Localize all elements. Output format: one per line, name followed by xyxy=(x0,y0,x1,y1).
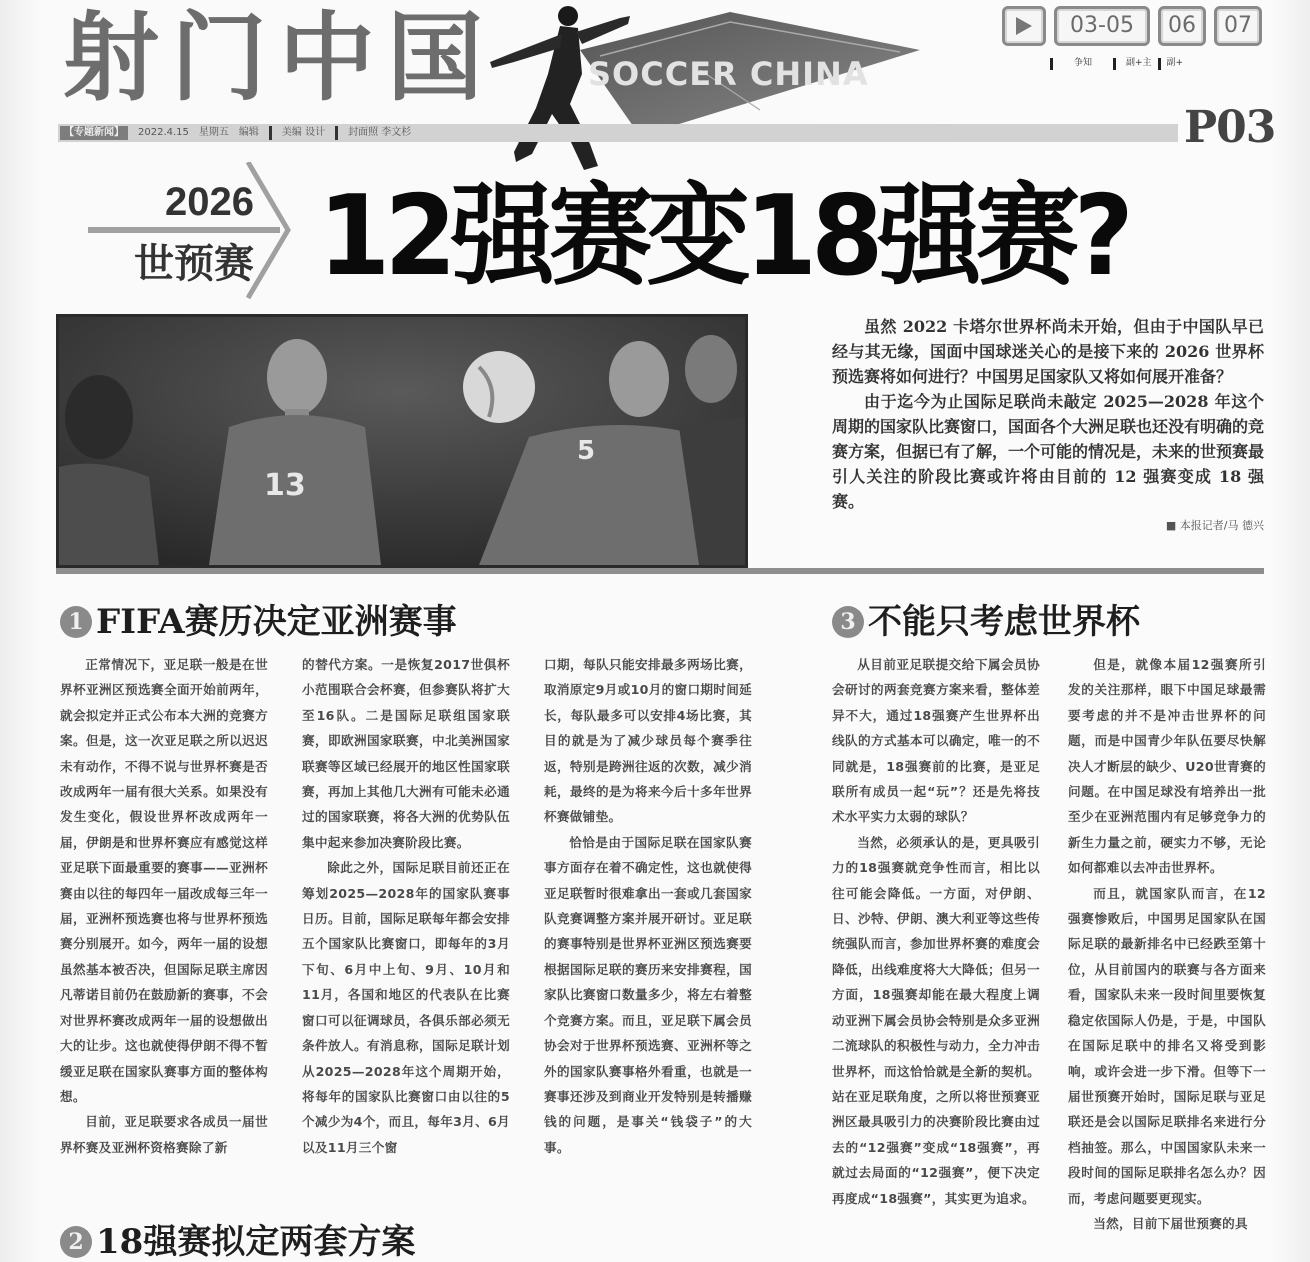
paragraph: 而且，就国家队而言，在12强赛惨败后，中国男足国家队在国际足联的最新排名中已经跌至第十位，从目前国内的联赛与各方面来看，国家队未来一段时间里要恢复稳定依国际人仍是，于是，中国队在国际足联中的排名又将受到影响，或许会进一步下滑。但等下一届世预赛开始时，国际足联与亚足联还是会以国际足联排名来进行分档抽签。那么，中国国家队未来一段时间的国际足联排名怎么办？因而，考虑问题要更现实。 xyxy=(1068,885,1266,1206)
paragraph: 的替代方案。一是恢复2017世俱杯小范围联合会杯赛，但参赛队将扩大至16队。二是国际足联组国家联赛，即欧洲国家联赛，中北美洲国家联赛等区域已经展开的地区性国家联赛，再加上其他几大洲有可能未必通过的国家联赛，将各大洲的优势队伍集中起来参加决赛阶段比赛。 xyxy=(302,657,510,850)
divider xyxy=(335,126,338,140)
paragraph: 但是，就像本届12强赛所引发的关注那样，眼下中国足球最需要考虑的并不是冲击世界杯的问题，而是中国青少年队伍要尽快解决人才断层的缺少、U20世青赛的问题。在中国足球没有培养出一批至少在亚洲范围内有足够竞争力的新生力量之前，硬实力不够，无论如何都难以去冲击世界杯。 xyxy=(1068,657,1266,876)
section-heading-2 xyxy=(60,1222,415,1262)
photo-credit-label: 封面照 李文杉 xyxy=(348,127,412,138)
issue-info-bar xyxy=(58,124,1178,142)
paragraph: 从目前亚足联提交给下属会员协会研讨的两套竞赛方案来看，整体差异不大，通过18强赛产生世界杯出线队的方式基本可以确定，唯一的不同就是，18强赛前的比赛，是亚足联所有成员一起“玩”？还是先将技术水平实力太弱的球队？ xyxy=(832,657,1040,825)
divider xyxy=(269,126,272,140)
designer-label: 美编 设计 xyxy=(281,127,326,138)
section-title: 18强赛拟定两套方案 xyxy=(96,1222,416,1262)
number-badge-icon: 2 xyxy=(60,1226,92,1258)
paragraph: 口期，每队只能安排最多两场比赛，取消原定9月或10月的窗口期时间延长，每队最多可以安排4场比赛，其目的就是为了减少球员每个赛季往返，特别是跨洲往返的次数，减少消耗，最终的是为将来今后十多年世界杯赛做铺垫。 xyxy=(544,657,752,825)
kicker-name: 世预赛 xyxy=(134,241,254,287)
article-column-1 xyxy=(60,652,268,1160)
paragraph: 恰恰是由于国际足联在国家队赛事方面存在着不确定性，这也就使得亚足联暂时很难拿出一套或几套国家队竞赛调整方案并展开研讨。亚足联的赛事特别是世界杯亚洲区预选赛要根据国际足联的赛历来安排赛程，国家队比赛窗口数量多少，将左右着整个竞赛方案。而且，亚足联下属会员协会对于世界杯预选赛、亚洲杯等之外的国家队赛事格外看重，也就是一赛事还涉及到商业开发特别是转播赚钱的问题，是事关“钱袋子”的大事。 xyxy=(544,834,752,1155)
paragraph: 目前，亚足联要求各成员一届世界杯赛及亚洲杯资格赛除了新 xyxy=(60,1114,268,1155)
jersey-number: 5 xyxy=(577,436,596,466)
byline: ■ 本报记者/马 德兴 xyxy=(1165,519,1264,532)
paragraph: 当然，必须承认的是，更具吸引力的18强赛就竞争性而言，相比以往可能会降低。一方面，对伊朗、日、沙特、伊朗、澳大利亚等这些传统强队而言，参加世界杯赛的难度会降低，出线难度将大大降低；但另一方面，18强赛却能在最大程度上调动亚洲下属会员协会特别是众多亚洲二流球队的积极性与动力，全力冲击世界杯，而这恰恰就是全新的契机。站在亚足联角度，之所以将世预赛亚洲区最具吸引力的决赛阶段比赛由过去的“12强赛”变成“18强赛”，再就过去局面的“12强赛”，便下决定再度成“18强赛”，其实更为追求。 xyxy=(832,834,1040,1206)
number-badge-icon: 3 xyxy=(832,606,864,638)
section-heading-3 xyxy=(832,602,1140,642)
ticker-issue: 06 xyxy=(1158,6,1206,46)
article-column-2 xyxy=(302,652,510,1160)
section-divider xyxy=(56,568,1264,574)
article-column-3 xyxy=(544,652,752,1160)
section-title: 不能只考虑世界杯 xyxy=(868,602,1140,642)
masthead-char: 射 xyxy=(63,2,157,114)
page-number: P03 xyxy=(1184,102,1276,153)
article-column-4 xyxy=(832,652,1040,1211)
paragraph: 除此之外，国际足联目前还正在筹划2025—2028年的国家队赛事日历。目前，国际足联每年都会安排五个国家队比赛窗口，即每年的3月下旬、6月中上旬、9月、10月和11月，各国和地区的代表队在比赛窗口可以征调球员，各俱乐部必须无条件放人。有消息称，国际足联计划从2025—2028年这个周期开始，将每年的国家队比赛窗口由以往的5个减少为4个，而且，每年3月、6月以及11月三个窗 xyxy=(302,860,510,1155)
masthead-char: 国 xyxy=(387,2,481,114)
soccer-player-silhouette xyxy=(470,4,630,172)
section-heading-1 xyxy=(60,602,457,642)
masthead-title xyxy=(58,2,486,114)
ticker-label: 争知 xyxy=(1073,58,1092,68)
ticker-label: 副+ xyxy=(1166,58,1184,68)
issue-weekday: 星期五 xyxy=(198,127,229,138)
number-badge-icon: 1 xyxy=(60,606,92,638)
jersey-number: 13 xyxy=(264,468,306,503)
lead-paragraphs xyxy=(832,314,1264,536)
ticker-labels xyxy=(1040,58,1183,70)
issue-ticker xyxy=(1002,6,1262,46)
editor-label: 编辑 xyxy=(238,127,259,138)
article-column-5 xyxy=(1068,652,1266,1236)
photo-players-illustration xyxy=(59,317,745,565)
divider xyxy=(1050,58,1053,70)
lead-paragraph: 由于迄今为止国际足联尚未敲定 2025—2028 年这个周期的国家队比赛窗口，国面各个大洲足联也还没有明确的竞赛方案，但据已有了解，一个可能的情况是，未来的世预赛最引人关注的阶段比赛或许将由目前的 12 强赛变成 18 强赛。 xyxy=(832,392,1265,511)
headline: 12强赛变18强赛? xyxy=(318,171,1128,301)
section-tag: 【专题新闻】 xyxy=(60,126,128,140)
masthead-char: 中 xyxy=(279,2,373,114)
divider xyxy=(1113,58,1116,70)
issue-date: 2022.4.15 xyxy=(138,127,189,138)
play-button[interactable] xyxy=(1002,6,1046,46)
ticker-date: 03-05 xyxy=(1054,6,1150,46)
paragraph: 正常情况下，亚足联一般是在世界杯亚洲区预选赛全面开始前两年，就会拟定并正式公布本大洲的竞赛方案。但是，这一次亚足联之所以迟迟未有动作，不得不说与世界杯赛是否改成两年一届有很大关系。如果没有发生变化，假设世界杯改成两年一届，伊朗是和世界杯赛应有感觉这样亚足联下面最重要的赛事——亚洲杯赛由以往的每四年一届改成每三年一届，亚洲杯预选赛也将与世界杯预选赛分别展开。如今，两年一届的设想虽然基本被否决，但国际足联主席因凡蒂诺目前仍在鼓励新的赛事，不会对世界杯赛改成两年一届的设想做出大的让步。这也就使得伊朗不得不暂缓亚足联在国家队赛事方面的整体构想。 xyxy=(60,657,268,1104)
kicker-year: 2026 xyxy=(165,180,254,224)
section-title: FIFA赛历决定亚洲赛事 xyxy=(96,602,457,642)
ticker-page: 07 xyxy=(1214,6,1262,46)
match-photo xyxy=(56,314,748,568)
paragraph: 当然，目前下届世预赛的具 xyxy=(1093,1215,1248,1231)
brand-english-title: SOCCER CHINA xyxy=(588,55,869,93)
lead-paragraph: 虽然 2022 卡塔尔世界杯尚未开始，但由于中国队早已经与其无缘，国面中国球迷关心的是接下来的 2026 世界杯预选赛将如何进行？中国男足国家队又将如何展开准备？ xyxy=(832,317,1264,386)
masthead-char: 门 xyxy=(171,2,265,114)
ticker-label: 副+主 xyxy=(1126,58,1152,68)
headline-kicker xyxy=(88,162,298,302)
divider xyxy=(1158,58,1161,70)
play-icon xyxy=(1014,15,1034,37)
